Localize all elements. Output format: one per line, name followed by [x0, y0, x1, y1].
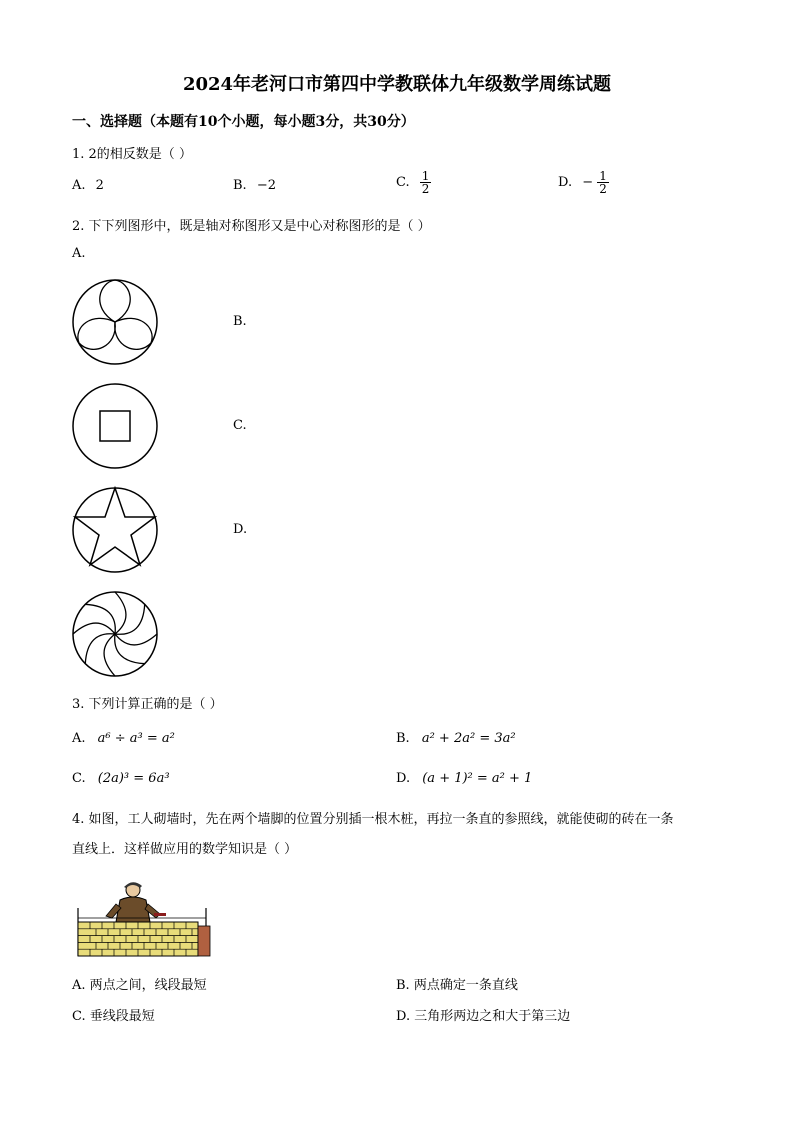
- q2-d-label: D.: [233, 522, 248, 537]
- q1-d-sign: −: [582, 175, 594, 190]
- q1-d-label: D.: [558, 175, 573, 190]
- q1-b-value: −2: [256, 178, 276, 193]
- q1-option-d: [558, 170, 609, 195]
- square-in-circle-figure: [70, 381, 160, 471]
- q1-b-label: B.: [233, 178, 247, 193]
- q2-stem: 2. 下下列图形中，既是轴对称图形又是中心对称图形的是（ ）: [72, 219, 431, 234]
- trefoil-circle-figure: [70, 277, 160, 367]
- q4-option-c: C. 垂线段最短: [72, 1009, 155, 1024]
- q3-b-expression: a² + 2a² = 3a²: [421, 731, 516, 746]
- q3-option-a: [72, 731, 175, 746]
- q1-d-numerator: 1: [599, 169, 607, 183]
- q3-d-expression: (a + 1)² = a² + 1: [422, 771, 533, 786]
- q2-c-label: C.: [233, 418, 247, 433]
- q3-a-expression: a⁶ ÷ a³ = a²: [97, 731, 175, 746]
- q3-option-c: [72, 771, 170, 786]
- pinwheel-blade: [115, 634, 157, 645]
- q4-stem-line2: 直线上．这样做应用的数学知识是（ ）: [72, 842, 298, 857]
- q3-option-b: [396, 731, 516, 746]
- q1-a-label: A.: [72, 178, 86, 193]
- q3-option-d: [396, 771, 532, 786]
- bricklayer-figure: [76, 878, 214, 958]
- q1-c-label: C.: [396, 175, 410, 190]
- pinwheel-circle-figure: [70, 589, 160, 679]
- q1-stem: 1. 2的相反数是（ ）: [72, 147, 192, 162]
- q3-b-label: B.: [396, 731, 410, 746]
- star-in-circle-figure: [70, 485, 160, 575]
- q1-d-denominator: 2: [599, 182, 607, 196]
- pinwheel-blade: [115, 592, 126, 634]
- q1-a-value: 2: [95, 178, 104, 193]
- q4-option-d: D. 三角形两边之和大于第三边: [396, 1009, 571, 1024]
- q3-c-label: C.: [72, 771, 86, 786]
- q1-d-fraction: [597, 170, 609, 195]
- q1-option-c: [396, 170, 431, 195]
- pinwheel-blade: [104, 634, 115, 676]
- q1-c-fraction: [420, 170, 432, 195]
- q4-stem-line1: 4. 如图，工人砌墙时，先在两个墙脚的位置分别插一根木桩，再拉一条直的参照线，就能使砌的砖在一条: [72, 812, 674, 827]
- q1-option-a: [72, 178, 104, 193]
- q3-c-expression: (2a)³ = 6a³: [97, 771, 170, 786]
- q2-b-label: B.: [233, 314, 247, 329]
- q2-a-label: A.: [72, 246, 86, 261]
- pinwheel-blade: [73, 623, 115, 634]
- q4-option-a: A. 两点之间，线段最短: [72, 978, 207, 993]
- section-heading: 一、选择题（本题有10个小题，每小题3分，共30分）: [72, 114, 415, 130]
- q3-stem: 3. 下列计算正确的是（ ）: [72, 697, 223, 712]
- q4-option-b: B. 两点确定一条直线: [396, 978, 518, 993]
- q1-c-numerator: 1: [421, 169, 430, 183]
- q3-a-label: A.: [72, 731, 86, 746]
- q1-c-denominator: 2: [421, 182, 430, 196]
- q1-option-b: [233, 178, 276, 193]
- page-title: 2024年老河口市第四中学教联体九年级数学周练试题: [182, 74, 612, 95]
- q3-d-label: D.: [396, 771, 411, 786]
